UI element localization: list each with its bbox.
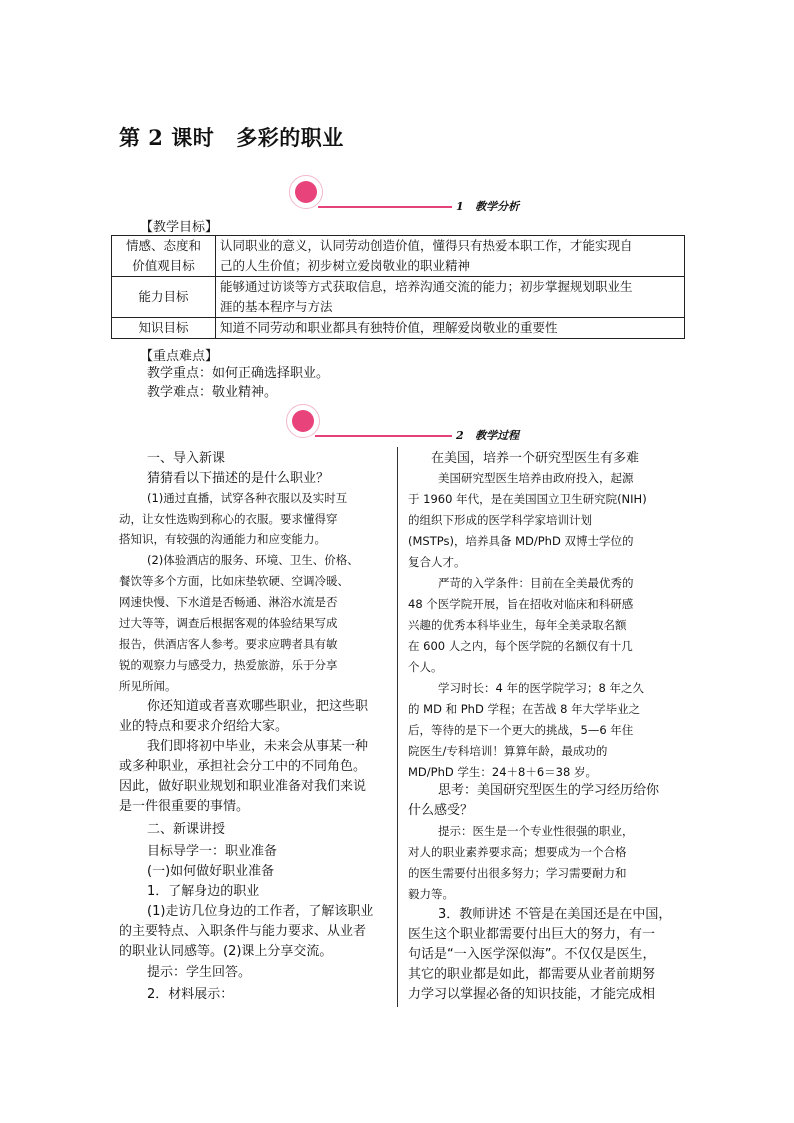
section-title-1: 1 教学分析 (456, 200, 520, 213)
key-points-heading: 【重点难点】 (140, 349, 219, 364)
text-line: 报告，供酒店客人参考。要求应聘者具有敏 (119, 637, 338, 651)
text-line: 因此，做好职业规划和职业准备对我们来说 (119, 779, 367, 794)
lesson-topic: 多彩的职业 (236, 125, 344, 150)
text-line: 我们即将初中毕业，未来会从事某一种 (147, 739, 369, 754)
text-line: 学习时长：4 年的医学院学习；8 年之久 (438, 681, 644, 695)
text-line: 对人的职业素养要求高；想要成为一个合格 (408, 845, 627, 859)
table-row (112, 318, 685, 339)
text-line: 个人。 (408, 660, 443, 674)
section-rule (318, 206, 452, 208)
text-line: 的主要特点、入职条件与能力要求、从业者 (119, 924, 367, 939)
text-line: 搭知识，有较强的沟通能力和应变能力。 (119, 532, 326, 546)
text-line: 复合人才。 (408, 555, 466, 569)
text-line: 提示：学生回答。 (147, 965, 252, 980)
text-line: 锐的观察力与感受力，热爱旅游，乐于分享 (119, 658, 338, 672)
goal-label: 能力目标 (112, 277, 216, 318)
text-line: 力学习以掌握必备的知识技能，才能完成相 (408, 987, 656, 1002)
text-line: (一)如何做好职业准备 (147, 864, 275, 879)
text-line: MD/PhD 学生：24＋8＋6＝38 岁。 (408, 765, 597, 779)
text-line: 或多种职业，承担社会分工中的不同角色。 (119, 759, 367, 774)
text-line: 的组织下形成的医学科学家培训计划 (408, 513, 592, 527)
text-line: 美国研究型医生培养由政府投入，起源 (438, 471, 634, 485)
text-line: 思考：美国研究型医生的学习经历给你 (438, 783, 660, 798)
section-rule (315, 435, 452, 437)
pink-circle-icon (289, 175, 323, 209)
text-line: 1．了解身边的职业 (147, 884, 260, 899)
text-line: 医生这个职业都需要付出巨大的努力，有一 (408, 927, 656, 942)
text-line: 业的特点和要求介绍给大家。 (119, 719, 289, 734)
text-line: 2．材料展示： (147, 987, 234, 1002)
text-line: 48 个医学院开展，旨在招收对临床和科研感 (408, 597, 634, 611)
text-line: (MSTPs)，培养具备 MD/PhD 双博士学位的 (408, 534, 634, 548)
text-line: 二、新课讲授 (147, 822, 226, 837)
text-line: 目标导学一：职业准备 (147, 844, 278, 859)
goal-label: 知识目标 (112, 318, 216, 339)
goals-table (111, 235, 685, 339)
section-title-2: 2 教学过程 (456, 429, 520, 442)
table-row (112, 277, 685, 318)
key-point: 教学难点：敬业精神。 (147, 385, 278, 400)
text-line: 猜猜看以下描述的是什么职业？ (147, 471, 330, 486)
goals-heading: 【教学目标】 (140, 220, 219, 235)
text-line: (2)体验酒店的服务、环境、卫生、价格、 (147, 553, 359, 567)
text-line: 兴趣的优秀本科毕业生，每年全美录取名额 (408, 618, 627, 632)
text-line: 院医生/专科培训！算算年龄，最成功的 (408, 744, 608, 758)
text-line: 网速快慢、下水道是否畅通、淋浴水流是否 (119, 595, 338, 609)
text-line: 句话是“一入医学深似海”。不仅仅是医生， (408, 947, 656, 962)
text-line: 3．教师讲述 不管是在美国还是在中国， (438, 907, 672, 922)
text-line: (1)通过直播，试穿各种衣服以及实时互 (147, 491, 348, 505)
goal-content: 认同职业的意义，认同劳动创造价值，懂得只有热爱本职工作，才能实现自 己的人生价值；初步树立爱岗敬业的职业精神 (216, 236, 685, 277)
text-line: 一、导入新课 (147, 451, 226, 466)
text-line: 你还知道或者喜欢哪些职业，把这些职 (147, 699, 369, 714)
goal-content: 能够通过访谈等方式获取信息，培养沟通交流的能力；初步掌握规划职业生 涯的基本程序与方法 (216, 277, 685, 318)
material-title: 在美国，培养一个研究型医生有多难 (431, 451, 640, 466)
table-row (112, 236, 685, 277)
text-line: 提示：医生是一个专业性很强的职业， (438, 824, 634, 838)
text-line: 所见所闻。 (119, 679, 177, 693)
text-line: 什么感受？ (408, 803, 474, 818)
text-line: 在 600 人之内，每个医学院的名额仅有十几 (408, 639, 633, 653)
page-title (119, 122, 344, 152)
text-line: 后，等待的是下一个更大的挑战，5—6 年住 (408, 723, 634, 737)
text-line: (1)走访几位身边的工作者，了解该职业 (147, 904, 374, 919)
text-line: 过大等等，调查后根据客观的体验结果写成 (119, 616, 338, 630)
goal-label: 情感、态度和 价值观目标 (112, 236, 216, 277)
goal-content: 知道不同劳动和职业都具有独特价值，理解爱岗敬业的重要性 (216, 318, 685, 339)
column-divider (397, 447, 398, 1007)
text-line: 餐饮等多个方面，比如床垫软硬、空调冷暖、 (119, 574, 349, 588)
text-line: 毅力等。 (408, 887, 454, 901)
lesson-number: 第 2 课时 (119, 125, 215, 150)
key-point: 教学重点：如何正确选择职业。 (147, 366, 330, 381)
text-line: 于 1960 年代，是在美国国立卫生研究院(NIH) (408, 492, 647, 506)
text-line: 的医生需要付出很多努力；学习需要耐力和 (408, 866, 627, 880)
text-line: 严苛的入学条件：目前在全美最优秀的 (438, 576, 634, 590)
text-line: 动，让女性选购到称心的衣服。要求懂得穿 (119, 512, 338, 526)
pink-circle-icon (286, 404, 320, 438)
text-line: 的职业认同感等。(2)课上分享交流。 (119, 944, 333, 959)
text-line: 的 MD 和 PhD 学程；在苦战 8 年大学毕业之 (408, 702, 641, 716)
text-line: 其它的职业都是如此，都需要从业者前期努 (408, 967, 656, 982)
text-line: 是一件很重要的事情。 (119, 799, 250, 814)
